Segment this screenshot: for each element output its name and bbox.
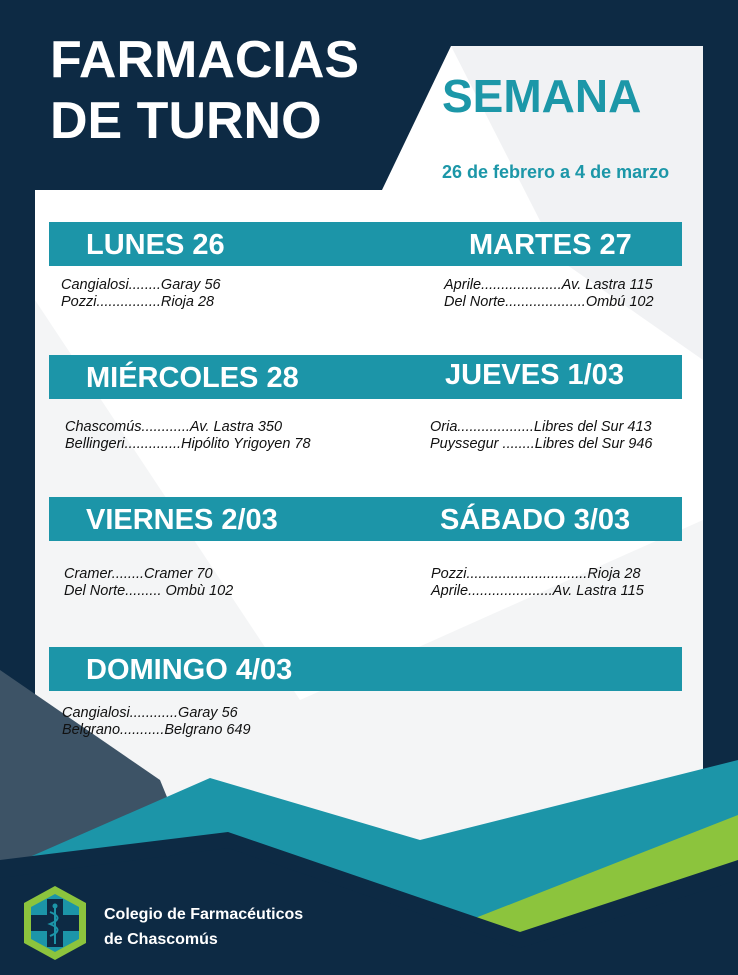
pharmacy-entry: Cramer........Cramer 70 [64, 566, 213, 582]
pharmacy-entry: Del Norte....................Ombú 102 [444, 294, 654, 310]
pharmacy-entry: Pozzi................Rioja 28 [61, 294, 215, 310]
pharmacy-entry: Cangialosi............Garay 56 [62, 705, 238, 721]
week-label: SEMANA [442, 70, 642, 122]
pharmacy-entry: Bellingeri..............Hipólito Yrigoyen 78 [65, 436, 311, 452]
pharmacy-entry: Belgrano...........Belgrano 649 [62, 722, 251, 738]
day-monday: LUNES 26 [86, 229, 225, 261]
day-wednesday: MIÉRCOLES 28 [86, 362, 299, 394]
pharmacy-entry: Aprile.....................Av. Lastra 115 [431, 583, 644, 599]
pharmacy-entry: Cangialosi........Garay 56 [61, 277, 221, 293]
day-tuesday: MARTES 27 [469, 229, 632, 261]
pharmacy-entry: Puyssegur ........Libres del Sur 946 [430, 436, 653, 452]
pharmacy-entry: Oria...................Libres del Sur 413 [430, 419, 652, 435]
title-line-2: DE TURNO [50, 92, 322, 150]
date-range: 26 de febrero a 4 de marzo [442, 162, 670, 182]
day-saturday: SÁBADO 3/03 [440, 504, 631, 536]
day-sunday: DOMINGO 4/03 [86, 654, 293, 686]
pharmacy-cross-caduceus-icon [20, 884, 90, 962]
pharmacy-entry: Chascomús............Av. Lastra 350 [65, 419, 283, 435]
day-friday: VIERNES 2/03 [86, 504, 278, 536]
pharmacy-entry: Del Norte......... Ombù 102 [64, 583, 234, 599]
org-name-line-1: Colegio de Farmacéuticos [104, 906, 304, 923]
pharmacy-entry: Pozzi..............................Rioja 28 [431, 566, 641, 582]
day-thursday: JUEVES 1/03 [445, 359, 624, 391]
title-line-1: FARMACIAS [50, 31, 360, 89]
pharmacy-entry: Aprile....................Av. Lastra 115 [444, 277, 653, 293]
org-name-line-2: de Chascomús [104, 931, 218, 948]
